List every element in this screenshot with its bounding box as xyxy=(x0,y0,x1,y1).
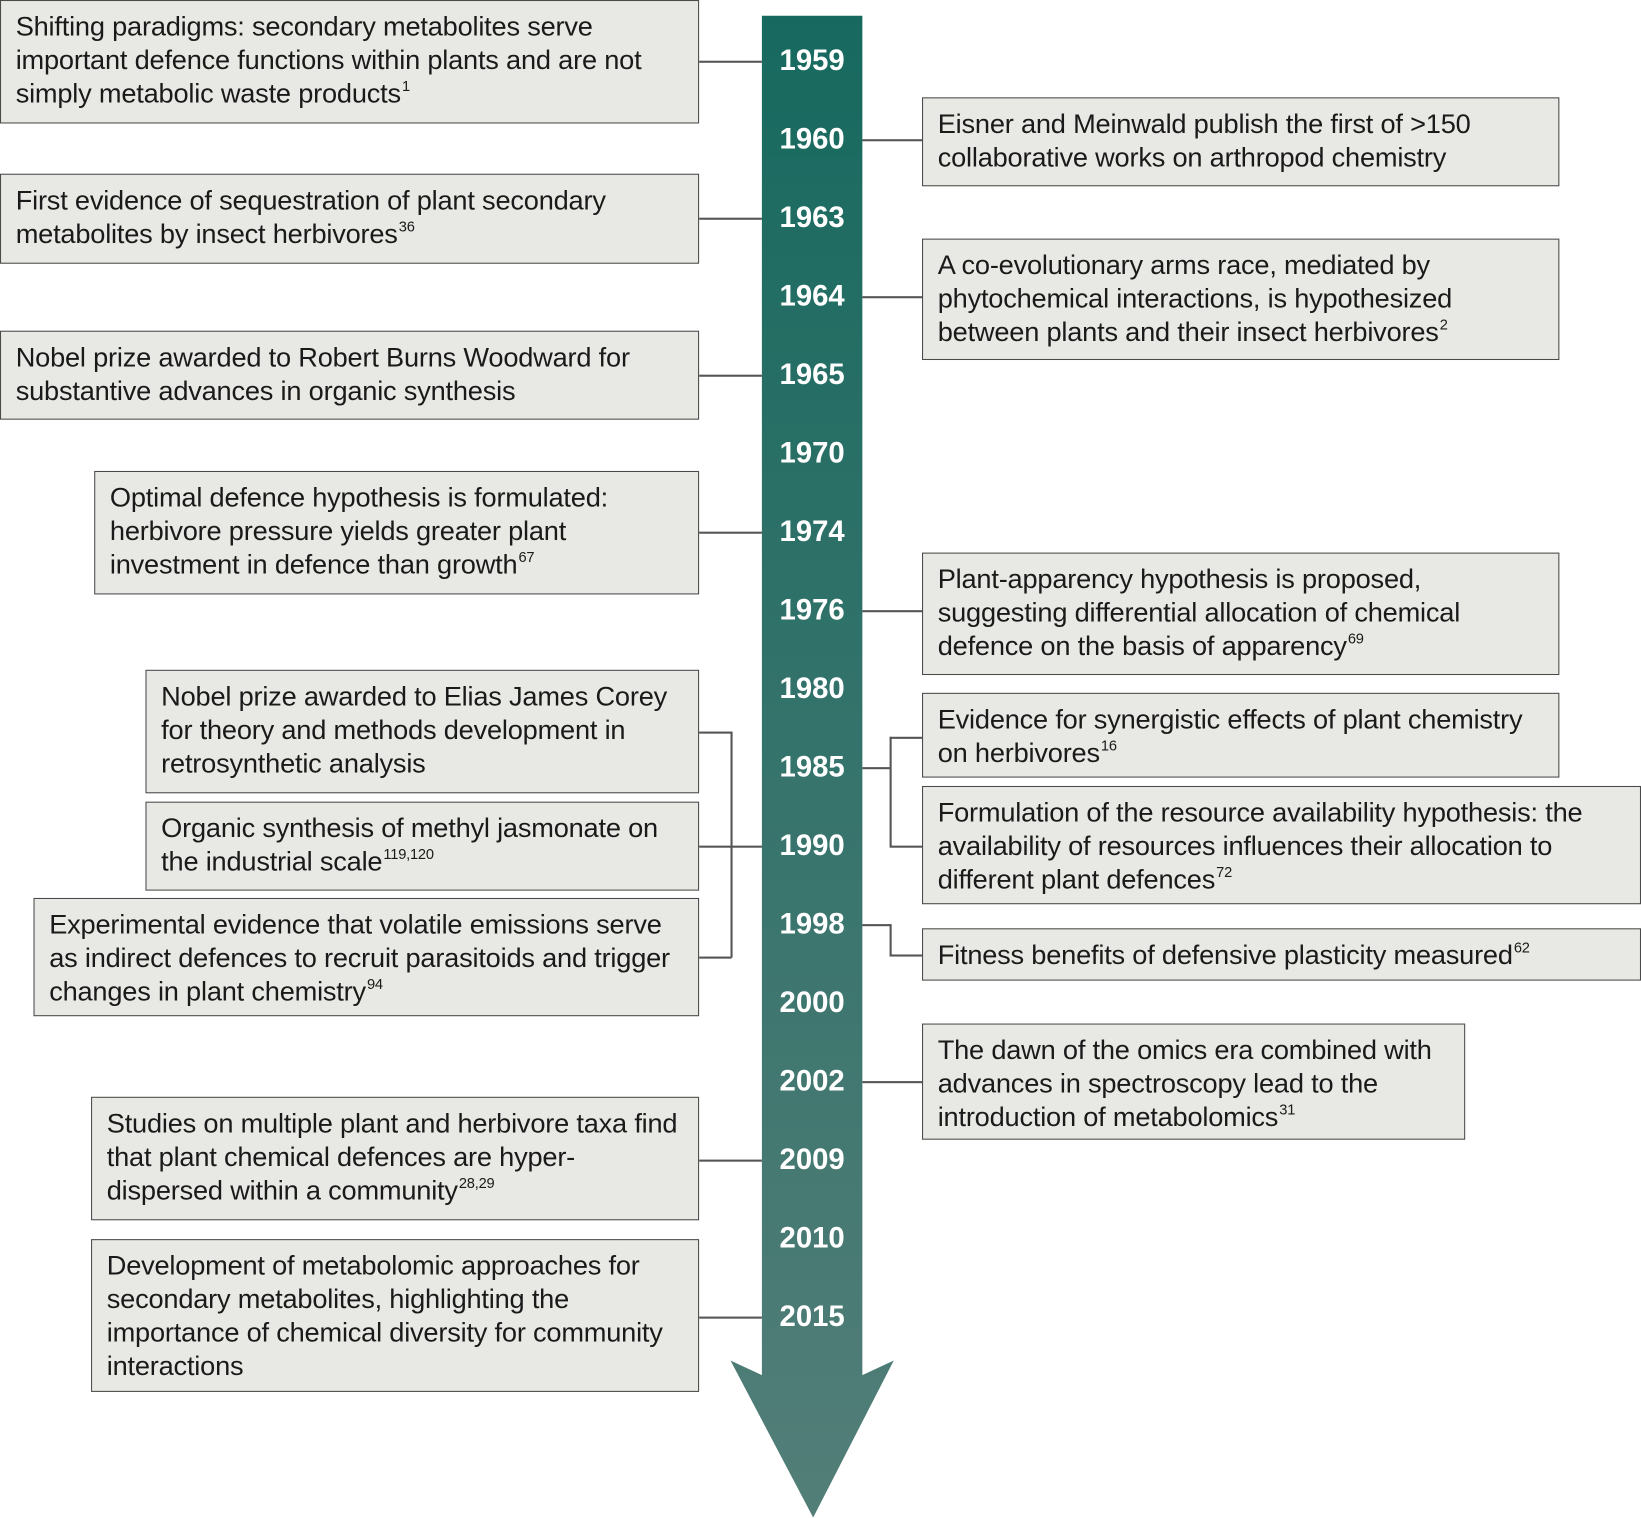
event-box-1965 xyxy=(0,331,699,420)
event-ref: 62 xyxy=(1513,938,1530,956)
year-label: 2000 xyxy=(779,985,845,1019)
event-text: The dawn of the omics era combined with advances in spectroscopy lead to the introduction of metabolomics xyxy=(937,1034,1432,1133)
year-label: 1998 xyxy=(779,907,845,940)
event-box-volatiles xyxy=(33,898,699,1016)
bracket xyxy=(890,737,892,847)
event-text: Development of metabolomic approaches for secondary metabolites, highlighting the importance of chemical diversity for community interactions xyxy=(106,1249,663,1382)
connector xyxy=(699,532,762,534)
connector xyxy=(862,139,922,141)
connector xyxy=(699,375,762,377)
event-box-1976 xyxy=(922,553,1559,675)
event-ref: 31 xyxy=(1279,1100,1296,1118)
event-ref: 2 xyxy=(1439,316,1448,333)
event-text: Nobel prize awarded to Robert Burns Woodward for substantive advances in organic synthesis xyxy=(15,341,630,407)
year-label: 1974 xyxy=(779,514,845,548)
connector xyxy=(862,924,890,926)
connector xyxy=(890,737,922,739)
event-text: Formulation of the resource availability hypothesis: the availability of resources influences their allocation to different plant defences xyxy=(937,796,1583,895)
event-text: Studies on multiple plant and herbivore taxa find that plant chemical defences are hyper-dispersed within a community xyxy=(106,1107,678,1206)
year-label: 1990 xyxy=(779,828,845,862)
year-label: 1976 xyxy=(779,593,845,626)
connector xyxy=(699,732,731,734)
connector xyxy=(699,957,731,959)
event-text: Eisner and Meinwald publish the first of >150 collaborative works on arthropod chemistry xyxy=(937,107,1471,173)
year-label: 2002 xyxy=(779,1064,845,1097)
event-ref: 16 xyxy=(1100,736,1117,754)
connector xyxy=(699,1160,762,1162)
event-ref: 36 xyxy=(398,217,415,235)
connector xyxy=(699,61,762,63)
connector xyxy=(862,767,890,769)
event-ref: 72 xyxy=(1216,863,1233,881)
connector xyxy=(890,954,922,956)
year-label: 1980 xyxy=(779,671,845,705)
event-box-1963 xyxy=(0,174,699,264)
connector xyxy=(699,218,762,220)
event-box-methyl-jasmonate xyxy=(145,802,699,891)
connector xyxy=(862,610,922,612)
event-box-1960 xyxy=(922,97,1559,186)
year-label: 1963 xyxy=(779,200,845,234)
event-ref: 28,29 xyxy=(458,1174,495,1191)
event-box-1964 xyxy=(922,239,1559,360)
event-ref: 1 xyxy=(401,77,410,95)
event-text: Plant-apparency hypothesis is proposed, suggesting differential allocation of chemical defence on the basis of apparency xyxy=(937,563,1461,662)
bracket xyxy=(730,732,732,958)
year-label: 1959 xyxy=(779,43,845,77)
event-ref: 94 xyxy=(366,975,383,993)
event-ref: 119,120 xyxy=(383,845,434,863)
event-text: First evidence of sequestration of plant secondary metabolites by insect herbivores xyxy=(15,184,606,250)
year-label: 1970 xyxy=(779,436,845,469)
year-label: 2015 xyxy=(779,1299,845,1333)
connector xyxy=(699,1317,762,1319)
year-label: 1965 xyxy=(779,357,845,391)
connector xyxy=(890,924,892,955)
event-box-2002 xyxy=(922,1024,1465,1140)
event-box-1959 xyxy=(0,0,699,123)
event-box-1974 xyxy=(94,471,699,594)
year-label: 2009 xyxy=(779,1142,845,1176)
connector xyxy=(890,846,922,848)
event-text: Organic synthesis of methyl jasmonate on the industrial scale xyxy=(161,812,658,878)
event-ref: 69 xyxy=(1347,630,1364,647)
event-ref: 67 xyxy=(518,548,535,566)
event-text: Fitness benefits of defensive plasticity measured xyxy=(937,938,1513,971)
year-label: 1964 xyxy=(779,279,845,312)
year-label: 1960 xyxy=(779,122,845,155)
connector xyxy=(862,296,922,298)
event-text: Evidence for synergistic effects of plant chemistry on herbivores xyxy=(937,703,1523,769)
event-box-1998 xyxy=(922,928,1641,980)
event-box-synergy xyxy=(922,693,1559,778)
event-box-2015 xyxy=(91,1239,699,1392)
event-text: Experimental evidence that volatile emissions serve as indirect defences to recruit parasitoids and trigger changes in plant chemistry xyxy=(49,908,670,1007)
connector xyxy=(862,1081,922,1083)
event-box-corey xyxy=(145,670,699,793)
year-label: 2010 xyxy=(779,1221,845,1254)
event-box-resource-availability xyxy=(922,786,1641,904)
event-text: A co-evolutionary arms race, mediated by phytochemical interactions, is hypothesized between plants and their insect herbivores xyxy=(937,249,1453,348)
event-text: Nobel prize awarded to Elias James Corey for theory and methods development in retrosynthetic analysis xyxy=(161,680,668,779)
year-label: 1985 xyxy=(779,750,845,783)
event-text: Optimal defence hypothesis is formulated: herbivore pressure yields greater plant investment in defence than growth xyxy=(109,481,608,580)
event-text: Shifting paradigms: secondary metabolites serve important defence functions within plants and are not simply metabolic waste products xyxy=(15,10,642,109)
event-box-2009 xyxy=(91,1097,699,1220)
